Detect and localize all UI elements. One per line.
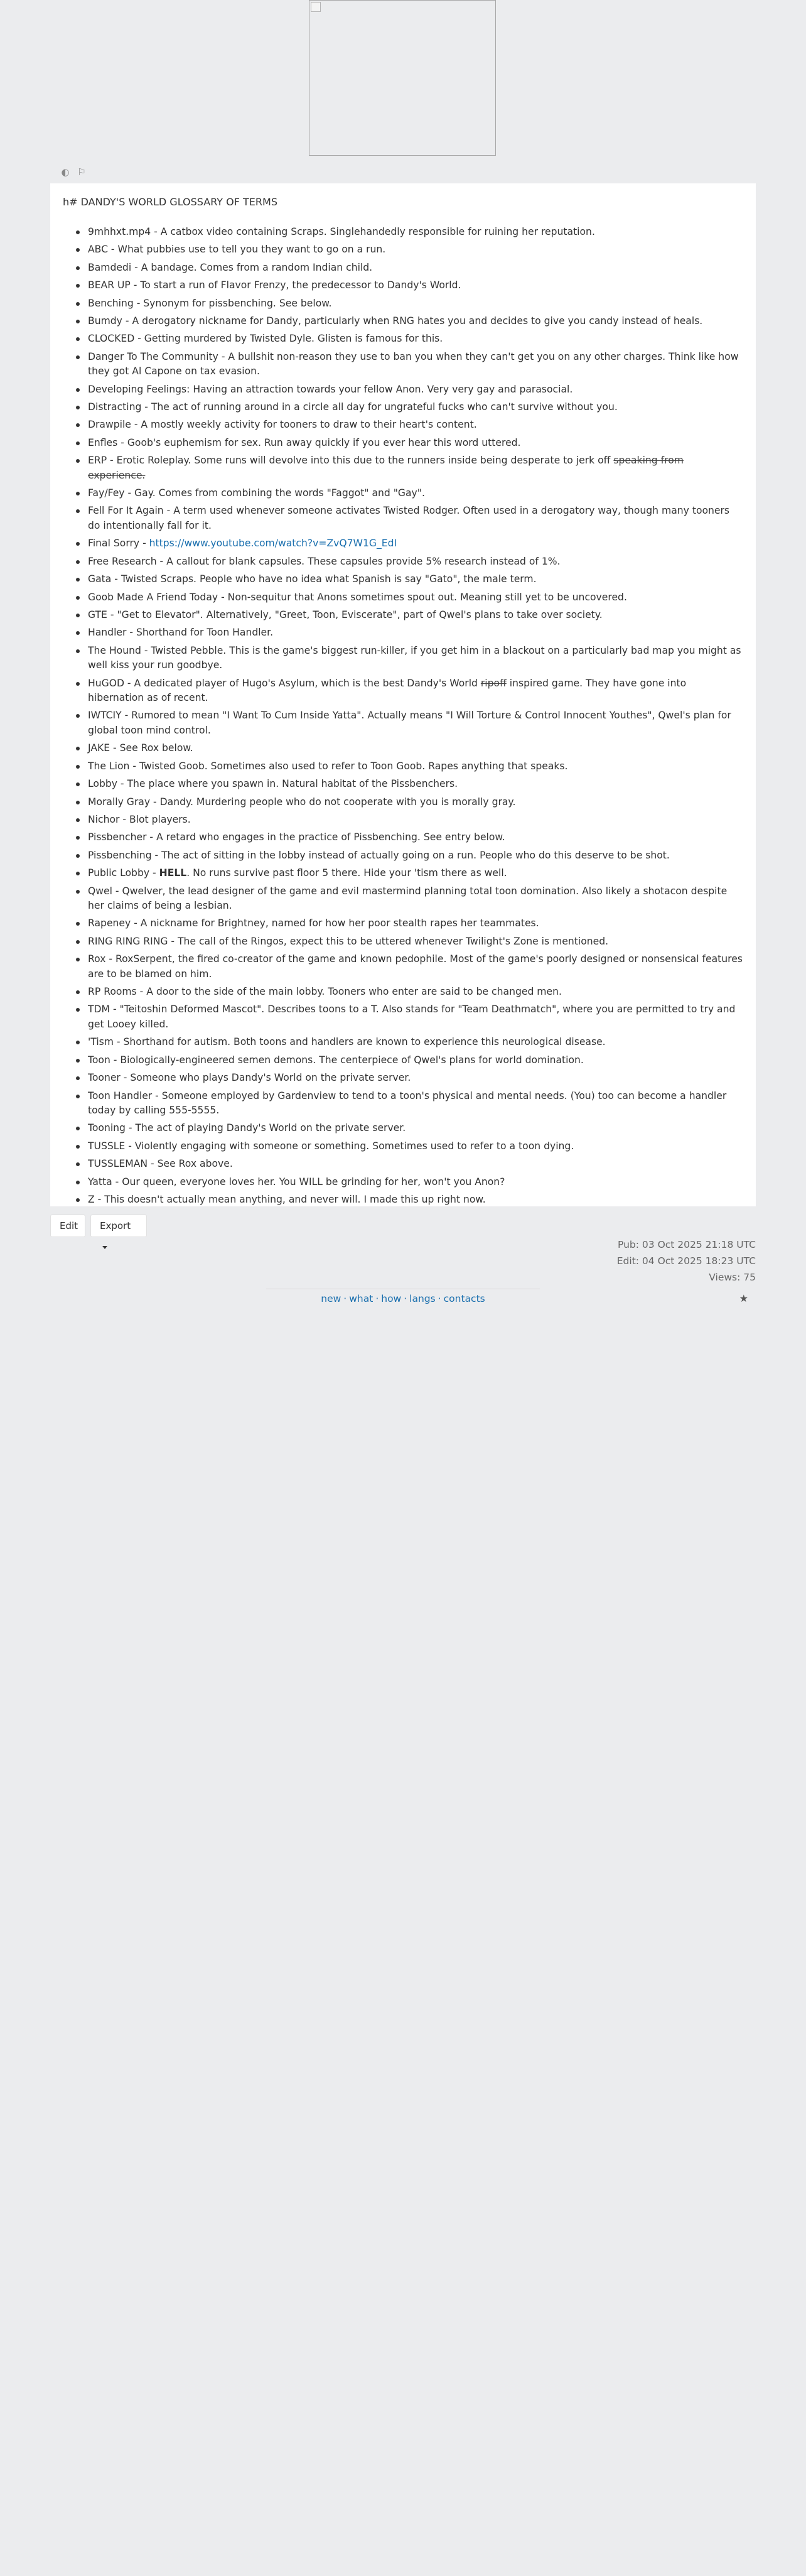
export-dropdown-button[interactable]: Export bbox=[90, 1215, 147, 1237]
entry-text: TUSSLE - Violently engaging with someone or something. Sometimes used to refer to a toon dying. bbox=[88, 1140, 574, 1152]
entry-text: ABC - What pubbies use to tell you they want to go on a run. bbox=[88, 244, 386, 256]
glossary-entry bbox=[75, 644, 743, 673]
entry-text: RP Rooms - A door to the side of the main lobby. Tooners who enter are said to be changed men. bbox=[88, 986, 562, 998]
flag-icon[interactable]: ⚐ bbox=[77, 166, 86, 178]
separator-dot: · bbox=[375, 1293, 379, 1304]
glossary-entry bbox=[75, 314, 743, 329]
glossary-entry bbox=[75, 572, 743, 587]
glossary-entry bbox=[75, 350, 743, 379]
glossary-entry bbox=[75, 884, 743, 914]
entry-text: RING RING RING - The call of the Ringos, expect this to be uttered whenever Twilight's Zone is mentioned. bbox=[88, 935, 609, 947]
entry-text: TDM - "Teitoshin Deformed Mascot". Describes toons to a T. Also stands for "Team Deathmatch", where you are permitted to try and get Looey killed. bbox=[88, 1004, 736, 1030]
glossary-entry bbox=[75, 261, 743, 276]
entry-text: IWTCIY - Rumored to mean "I Want To Cum Inside Yatta". Actually means "I Will Torture & Control Innocent Youthes", Qwel's plan for global toon mind control. bbox=[88, 710, 731, 736]
glossary-entry bbox=[75, 536, 743, 551]
entry-text: JAKE - See Rox below. bbox=[88, 742, 193, 754]
entry-text-continued: inspired game. They have gone into hibernation as of recent. bbox=[88, 677, 687, 704]
contrast-icon[interactable]: ◐ bbox=[61, 166, 70, 178]
entry-text: Final Sorry - bbox=[88, 538, 149, 549]
paste-content bbox=[50, 183, 756, 1206]
glossary-entry bbox=[75, 741, 743, 756]
entry-link[interactable]: https://www.youtube.com/watch?v=ZvQ7W1G_EdI bbox=[149, 538, 397, 549]
entry-text: Lobby - The place where you spawn in. Natural habitat of the Pissbenchers. bbox=[88, 778, 458, 790]
entry-text: GTE - "Get to Elevator". Alternatively, "Greet, Toon, Eviscerate", part of Qwel's plans to take over society. bbox=[88, 609, 603, 620]
glossary-entry bbox=[75, 1193, 743, 1208]
edited-date: Edit: 04 Oct 2025 18:23 UTC bbox=[616, 1255, 756, 1267]
separator-dot: · bbox=[438, 1293, 441, 1304]
entry-text: Pissbenching - The act of sitting in the lobby instead of actually going on a run. People who do this deserve to be shot. bbox=[88, 849, 670, 861]
glossary-entry bbox=[75, 555, 743, 570]
entry-text: Pissbencher - A retard who engages in the practice of Pissbenching. See entry below. bbox=[88, 831, 505, 843]
glossary-entry bbox=[75, 1089, 743, 1118]
banner-image bbox=[309, 0, 496, 156]
glossary-entry bbox=[75, 813, 743, 828]
star-icon[interactable]: ★ bbox=[739, 1292, 748, 1304]
glossary-entry bbox=[75, 242, 743, 257]
glossary-entry bbox=[75, 504, 743, 533]
entry-text: Benching - Synonym for pissbenching. See below. bbox=[88, 297, 332, 309]
glossary-entry bbox=[75, 436, 743, 451]
footer-link-what[interactable]: what bbox=[349, 1293, 373, 1304]
entry-text: Z - This doesn't actually mean anything, and never will. I made this up right now. bbox=[88, 1193, 486, 1205]
glossary-entry bbox=[75, 1071, 743, 1086]
entry-text: Rapeney - A nickname for Brightney, named for how her poor stealth rapes her teammates. bbox=[88, 917, 539, 929]
footer-nav bbox=[0, 1292, 806, 1305]
entry-text: Drawpile - A mostly weekly activity for tooners to draw to their heart's content. bbox=[88, 419, 477, 431]
entry-text-continued: . No runs survive past floor 5 there. Hide your 'tism there as well. bbox=[186, 867, 507, 879]
broken-image-icon bbox=[311, 2, 321, 12]
entry-text: Distracting - The act of running around in a circle all day for ungrateful fucks who can't survive without you. bbox=[88, 401, 618, 413]
entry-text: Danger To The Community - A bullshit non-reason they use to ban you when they can't get you on any other charges. Think like how they got Al Capone on tax evasion. bbox=[88, 350, 739, 377]
glossary-entry bbox=[75, 916, 743, 931]
glossary-entry bbox=[75, 985, 743, 1000]
entry-text: Tooner - Someone who plays Dandy's World on the private server. bbox=[88, 1072, 411, 1084]
glossary-entry bbox=[75, 590, 743, 605]
edit-button[interactable]: Edit bbox=[50, 1215, 85, 1237]
entry-text: Handler - Shorthand for Toon Handler. bbox=[88, 627, 274, 639]
entry-text: Toon Handler - Someone employed by Gardenview to tend to a toon's physical and mental needs. (You) too can become a handler today by calling 555-5555. bbox=[88, 1090, 727, 1117]
entry-text: Rox - RoxSerpent, the fired co-creator of the game and known pedophile. Most of the game's poorly designed or nonsensical features are to be blamed on him. bbox=[88, 953, 743, 980]
entry-text: 'Tism - Shorthand for autism. Both toons and handlers are known to experience this neurological disease. bbox=[88, 1036, 606, 1048]
entry-bold-text: HELL bbox=[159, 867, 187, 879]
glossary-entry bbox=[75, 1139, 743, 1154]
glossary-entry bbox=[75, 1157, 743, 1172]
entry-strikethrough-text: ripoff bbox=[480, 677, 507, 689]
glossary-entry bbox=[75, 225, 743, 240]
glossary-entry bbox=[75, 1121, 743, 1136]
published-date: Pub: 03 Oct 2025 21:18 UTC bbox=[618, 1239, 756, 1250]
entry-text: The Hound - Twisted Pebble. This is the game's biggest run-killer, if you get him in a blackout on a particularly bad map you might as well kiss your run goodbye. bbox=[88, 644, 741, 671]
entry-text: Yatta - Our queen, everyone loves her. You WILL be grinding for her, won't you Anon? bbox=[88, 1176, 505, 1188]
entry-text: Gata - Twisted Scraps. People who have no idea what Spanish is say "Gato", the male term. bbox=[88, 573, 537, 585]
entry-text: Tooning - The act of playing Dandy's World on the private server. bbox=[88, 1122, 406, 1134]
glossary-entry bbox=[75, 296, 743, 311]
entry-text: BEAR UP - To start a run of Flavor Frenzy, the predecessor to Dandy's World. bbox=[88, 279, 461, 291]
entry-strikethrough-text: speaking from experience. bbox=[88, 455, 684, 481]
glossary-entry bbox=[75, 866, 743, 881]
entry-text: Qwel - Qwelver, the lead designer of the game and evil mastermind planning total toon domination. Also likely a shotacon despite her claims of being a lesbian. bbox=[88, 885, 728, 911]
glossary-entry bbox=[75, 934, 743, 950]
entry-text: Morally Gray - Dandy. Murdering people who do not cooperate with you is morally gray. bbox=[88, 796, 516, 808]
glossary-entry bbox=[75, 795, 743, 810]
view-count: Views: 75 bbox=[709, 1272, 756, 1283]
glossary-entry bbox=[75, 1175, 743, 1190]
glossary-list bbox=[63, 225, 743, 1207]
glossary-entry bbox=[75, 777, 743, 792]
glossary-entry bbox=[75, 708, 743, 738]
entry-text: Goob Made A Friend Today - Non-sequitur that Anons sometimes spout out. Meaning still yet to be uncovered. bbox=[88, 591, 627, 603]
glossary-entry bbox=[75, 332, 743, 347]
entry-text: Enfles - Goob's euphemism for sex. Run away quickly if you ever hear this word uttered. bbox=[88, 436, 521, 448]
entry-text: Free Research - A callout for blank capsules. These capsules provide 5% research instead of 1%. bbox=[88, 555, 561, 567]
entry-text: HuGOD - A dedicated player of Hugo's Asylum, which is the best Dandy's World bbox=[88, 677, 481, 689]
separator-dot: · bbox=[343, 1293, 347, 1304]
glossary-entry bbox=[75, 418, 743, 433]
entry-text: Developing Feelings: Having an attraction towards your fellow Anon. Very very gay and parasocial. bbox=[88, 383, 573, 395]
glossary-entry bbox=[75, 676, 743, 706]
glossary-entry bbox=[75, 848, 743, 863]
separator-dot: · bbox=[404, 1293, 407, 1304]
entry-text: ERP - Erotic Roleplay. Some runs will devolve into this due to the runners inside being desperate to jerk off bbox=[88, 455, 614, 467]
entry-text: Bumdy - A derogatory nickname for Dandy, particularly when RNG hates you and decides to give you candy instead of heals. bbox=[88, 315, 703, 327]
glossary-entry bbox=[75, 382, 743, 398]
footer-link-langs[interactable]: langs bbox=[409, 1293, 436, 1304]
glossary-entry bbox=[75, 1053, 743, 1068]
entry-text: Toon - Biologically-engineered semen demons. The centerpiece of Qwel's plans for world domination. bbox=[88, 1054, 584, 1066]
glossary-entry bbox=[75, 625, 743, 641]
entry-text: The Lion - Twisted Goob. Sometimes also used to refer to Toon Goob. Rapes anything that speaks. bbox=[88, 760, 568, 772]
glossary-entry bbox=[75, 759, 743, 774]
entry-text: CLOCKED - Getting murdered by Twisted Dyle. Glisten is famous for this. bbox=[88, 333, 443, 345]
entry-text: Bamdedi - A bandage. Comes from a random Indian child. bbox=[88, 261, 373, 273]
footer-link-contacts[interactable]: contacts bbox=[443, 1293, 485, 1304]
glossary-entry bbox=[75, 400, 743, 415]
entry-text: TUSSLEMAN - See Rox above. bbox=[88, 1158, 233, 1170]
glossary-entry bbox=[75, 486, 743, 501]
entry-text: Public Lobby - bbox=[88, 867, 159, 879]
glossary-entry bbox=[75, 1002, 743, 1032]
glossary-entry bbox=[75, 952, 743, 982]
footer-link-how[interactable]: how bbox=[381, 1293, 402, 1304]
entry-text: Nichor - Blot players. bbox=[88, 813, 191, 825]
glossary-entry bbox=[75, 830, 743, 845]
glossary-entry bbox=[75, 608, 743, 623]
paste-heading: h# DANDY'S WORLD GLOSSARY OF TERMS bbox=[63, 196, 277, 208]
glossary-entry bbox=[75, 453, 743, 483]
entry-text: Fell For It Again - A term used whenever someone activates Twisted Rodger. Often used in a derogatory way, though many tooners do intentionally fall for it. bbox=[88, 505, 730, 531]
entry-text: Fay/Fey - Gay. Comes from combining the words "Faggot" and "Gay". bbox=[88, 487, 425, 499]
footer-link-new[interactable]: new bbox=[321, 1293, 341, 1304]
glossary-entry bbox=[75, 278, 743, 293]
chevron-down-icon bbox=[102, 1246, 107, 1249]
toolbar bbox=[60, 165, 87, 180]
glossary-entry bbox=[75, 1035, 743, 1050]
entry-text: 9mhhxt.mp4 - A catbox video containing Scraps. Singlehandedly responsible for ruining her reputation. bbox=[88, 226, 595, 237]
